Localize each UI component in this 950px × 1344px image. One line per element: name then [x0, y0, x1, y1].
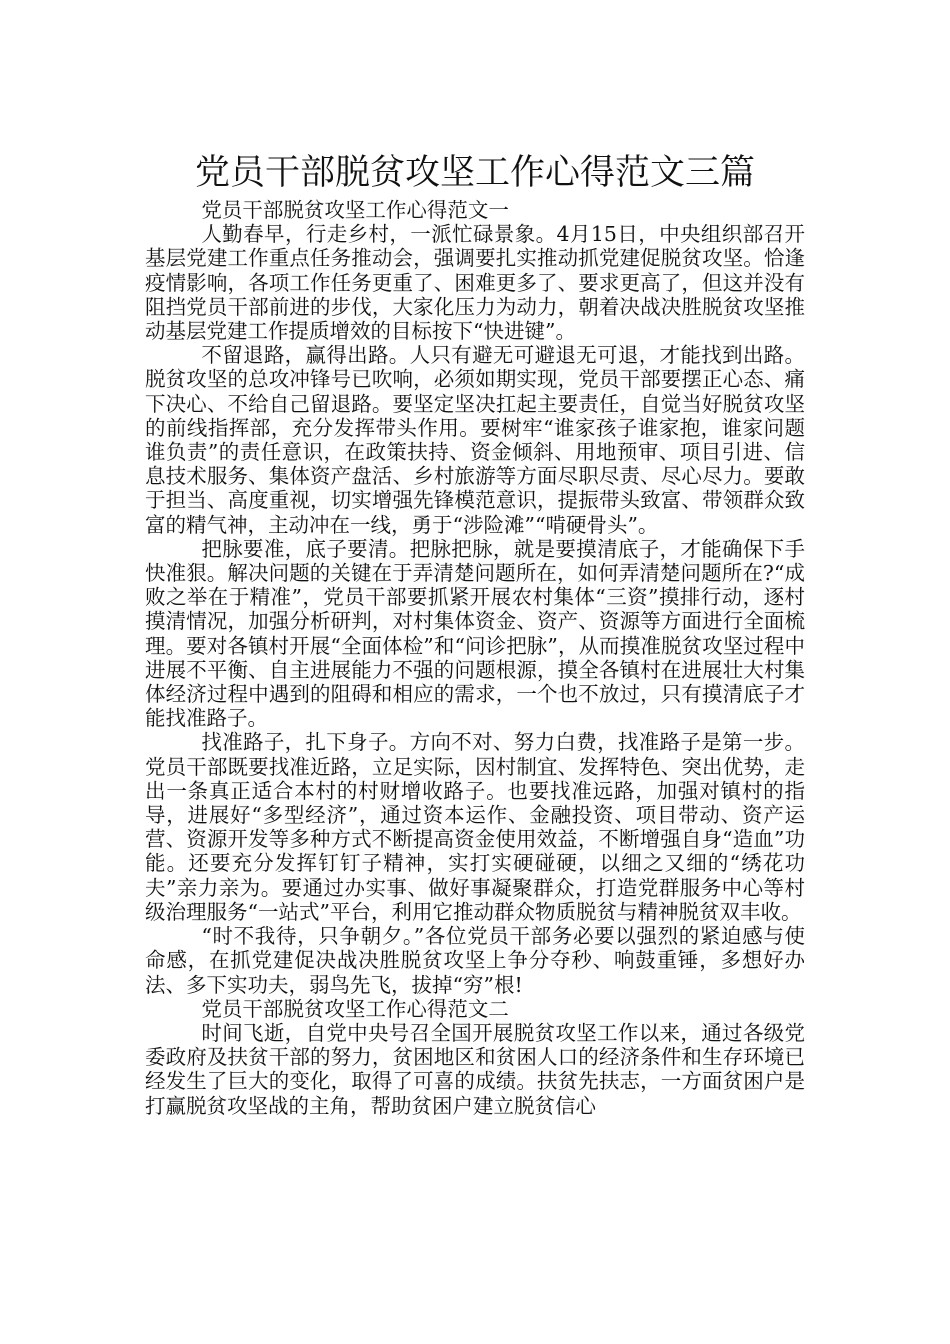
section-heading-1: 党员干部脱贫攻坚工作心得范文一	[201, 198, 509, 222]
paragraph: 人勤春早，行走乡村，一派忙碌景象。4月15日，中央组织部召开基层党建工作重点任务推动会，强调要扎实推动抓党建促脱贫攻坚。恰逢疫情影响，各项工作任务更重了、困难更多了、要求更高了，但这并没有阻挡党员干部前进的步伐，大家化压力为动力，朝着决战决胜脱贫攻坚推动基层党建工作提质增效的目标按下“快进键”。	[145, 222, 805, 344]
document-body	[145, 198, 805, 1118]
paragraph: “时不我待，只争朝夕。”各位党员干部务必要以强烈的紧迫感与使命感，在抓党建促决战决胜脱贫攻坚上争分夺秒、响鼓重锤，多想好办法、多下实功夫，弱鸟先飞，拔掉“穷”根!	[145, 924, 805, 997]
paragraph: 时间飞逝，自党中央号召全国开展脱贫攻坚工作以来，通过各级党委政府及扶贫干部的努力，贫困地区和贫困人口的经济条件和生存环境已经发生了巨大的变化，取得了可喜的成绩。扶贫先扶志，一方面贫困户是打赢脱贫攻坚战的主角，帮助贫困户建立脱贫信心	[145, 1020, 805, 1118]
paragraph: 把脉要准，底子要清。把脉把脉，就是要摸清底子，才能确保下手快准狠。解决问题的关键在于弄清楚问题所在，如何弄清楚问题所在?“成败之举在于精准”，党员干部要抓紧开展农村集体“三资”摸排行动，逐村摸清情况，加强分析研判，对村集体资金、资产、资源等方面进行全面梳理。要对各镇村开展“全面体检”和“问诊把脉”，从而摸准脱贫攻坚过程中进展不平衡、自主进展能力不强的问题根源，摸全各镇村在进展壮大村集体经济过程中遇到的阻碍和相应的需求，一个也不放过，只有摸清底子才能找准路子。	[145, 536, 805, 731]
document-title: 党员干部脱贫攻坚工作心得范文三篇	[194, 153, 755, 194]
section-heading-2: 党员干部脱贫攻坚工作心得范文二	[201, 996, 509, 1021]
paragraph: 找准路子，扎下身子。方向不对、努力白费，找准路子是第一步。党员干部既要找准近路，立足实际，因村制宜、发挥特色、突出优势，走出一条真正适合本村的村财增收路子。也要找准远路，加强对镇村的指导，进展好“多型经济”，通过资本运作、金融投资、项目带动、资产运营、资源开发等多种方式不断提高资金使用效益，不断增强自身“造血”功能。还要充分发挥钉钉子精神，实打实硬碰硬，以细之又细的“绣花功夫”亲力亲为。要通过办实事、做好事凝聚群众，打造党群服务中心等村级治理服务“一站式”平台，利用它推动群众物质脱贫与精神脱贫双丰收。	[145, 730, 805, 924]
paragraph: 不留退路，赢得出路。人只有避无可避退无可退，才能找到出路。脱贫攻坚的总攻冲锋号已吹响，必须如期实现，党员干部要摆正心态、痛下决心、不给自己留退路。要坚定坚决扛起主要责任，自觉当好脱贫攻坚的前线指挥部，充分发挥带头作用。要树牢“谁家孩子谁家抱，谁家问题谁负责”的责任意识，在政策扶持、资金倾斜、用地预审、项目引进、信息技术服务、集体资产盘活、乡村旅游等方面尽职尽责、尽心尽力。要敢于担当、高度重视，切实增强先锋模范意识，提振带头致富、带领群众致富的精气神，主动冲在一线，勇于“涉险滩”“啃硬骨头”。	[145, 343, 805, 537]
